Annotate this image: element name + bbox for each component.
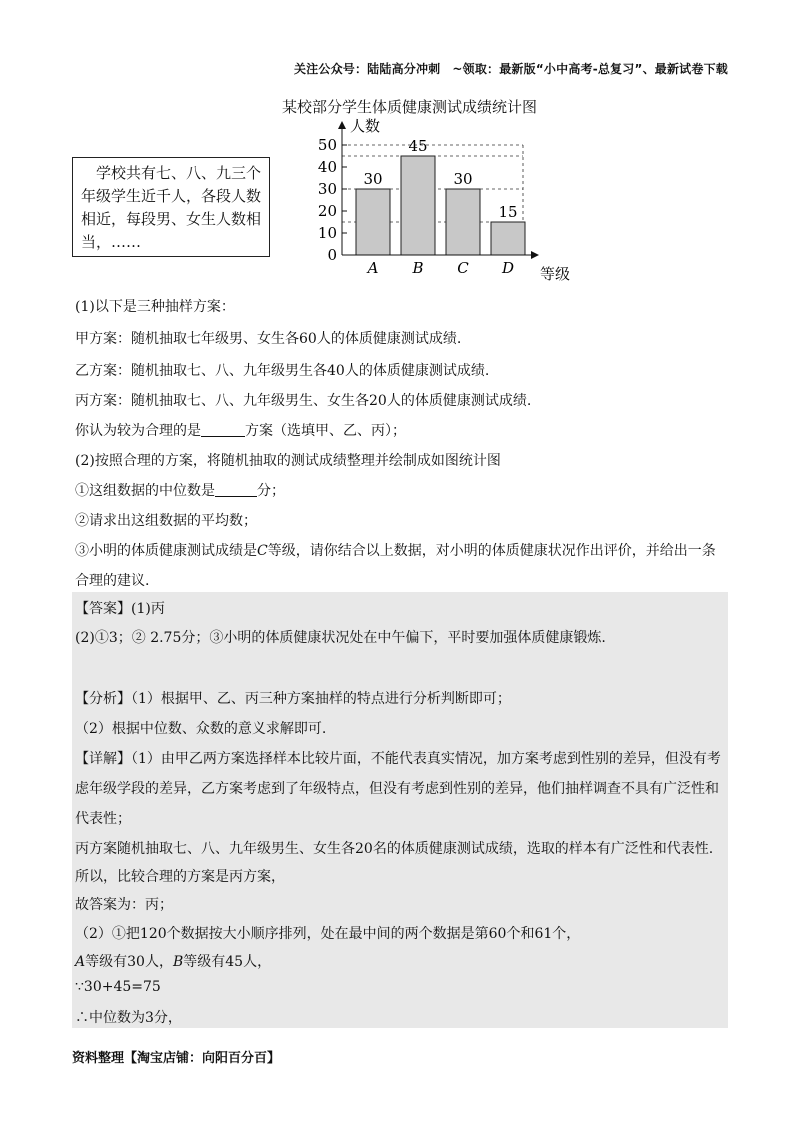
- page-header: [294, 60, 728, 77]
- bar-value-label: 45: [408, 137, 428, 155]
- q2-3-cont: 合理的建议.: [75, 573, 150, 589]
- analysis-1: 【分析】（1）根据甲、乙、丙三种方案抽样的特点进行分析判断即可；: [75, 691, 511, 707]
- q1-ask: 你认为较为合理的是 方案（选填甲、乙、丙）；: [75, 423, 406, 439]
- answer-2: (2)①3；② 2.75分；③小明的体质健康状况处在中午偏下，平时要加强体质健康锻炼.: [75, 630, 606, 646]
- y-tick-label: 30: [317, 180, 337, 198]
- detail-1: 【详解】（1）由甲乙两方案选择样本比较片面，不能代表真实情况，加方案考虑到性别的差异，但没有考: [75, 751, 721, 767]
- plan-b: 乙方案：随机抽取七、八、九年级男生各40人的体质健康测试成绩.: [75, 363, 490, 379]
- bar-value-label: 30: [363, 170, 383, 188]
- plan-a: 甲方案：随机抽取七年级男、女生各60人的体质健康测试成绩.: [75, 331, 462, 347]
- detail-5: 所以，比较合理的方案是丙方案，: [75, 869, 285, 885]
- bar-D: [491, 222, 525, 255]
- detail-7: （2）①把120个数据按大小顺序排列，处在最中间的两个数据是第60个和61个，: [75, 926, 581, 942]
- y-tick-label: 0: [327, 246, 337, 264]
- plan-c: 丙方案：随机抽取七、八、九年级男生、女生各20人的体质健康测试成绩.: [75, 393, 532, 409]
- category-label: B: [412, 259, 424, 277]
- q2-3: ③小明的体质健康测试成绩是C等级，请你结合以上数据，对小明的体质健康状况作出评价，并给出一条: [75, 543, 716, 559]
- y-axis-label: 人数: [350, 117, 381, 135]
- detail-10: ∴中位数为3分，: [75, 1010, 182, 1026]
- header-left: 关注公众号：陆陆高分冲刺: [293, 62, 441, 76]
- bar-value-label: 30: [453, 170, 473, 188]
- category-label: C: [457, 259, 469, 277]
- detail-6: 故答案为：丙；: [75, 897, 173, 913]
- bar-A: [356, 189, 390, 255]
- category-label: D: [501, 259, 515, 277]
- y-tick-label: 20: [317, 202, 337, 220]
- detail-8: A等级有30人，B等级有45人，: [75, 954, 272, 970]
- analysis-2: （2）根据中位数、众数的意义求解即可.: [75, 721, 327, 737]
- bar-chart: [300, 115, 600, 285]
- answer-blank: [201, 422, 245, 437]
- q2-2: ②请求出这组数据的平均数；: [75, 513, 257, 529]
- detail-3: 代表性；: [75, 811, 131, 827]
- bar-C: [446, 189, 480, 255]
- page-footer: 资料整理【淘宝店铺：向阳百分百】: [72, 1051, 281, 1066]
- y-tick-label: 50: [317, 136, 337, 154]
- detail-9: ∵30+45=75: [75, 979, 161, 995]
- answer-blank: [215, 482, 257, 497]
- q1-intro: (1)以下是三种抽样方案：: [75, 299, 235, 315]
- detail-4: 丙方案随机抽取七、八、九年级男生、女生各20名的体质健康测试成绩，选取的样本有广泛性和代表性.: [75, 841, 714, 857]
- chart-title: 某校部分学生体质健康测试成绩统计图: [282, 98, 538, 116]
- y-tick-label: 10: [317, 224, 337, 242]
- info-textbox: 学校共有七、八、九三个年级学生近千人，各段人数相近，每段男、女生人数相当，……: [72, 157, 270, 257]
- q2-intro: (2)按照合理的方案，将随机抽取的测试成绩整理并绘制成如图统计图: [75, 453, 501, 469]
- answer-1: 【答案】(1)丙: [75, 601, 165, 617]
- detail-2: 虑年级学段的差异，乙方案考虑到了年级特点，但没有考虑到性别的差异，他们抽样调查不具有广泛性和: [75, 781, 719, 797]
- bar-value-label: 15: [498, 203, 518, 221]
- x-axis-label: 等级: [540, 265, 571, 283]
- bar-B: [401, 156, 435, 255]
- category-label: A: [367, 259, 379, 277]
- header-right: ~领取：最新版“小中高考-总复习”、最新试卷下载: [452, 62, 728, 76]
- q2-1: ①这组数据的中位数是 分；: [75, 483, 285, 499]
- y-tick-label: 40: [317, 158, 337, 176]
